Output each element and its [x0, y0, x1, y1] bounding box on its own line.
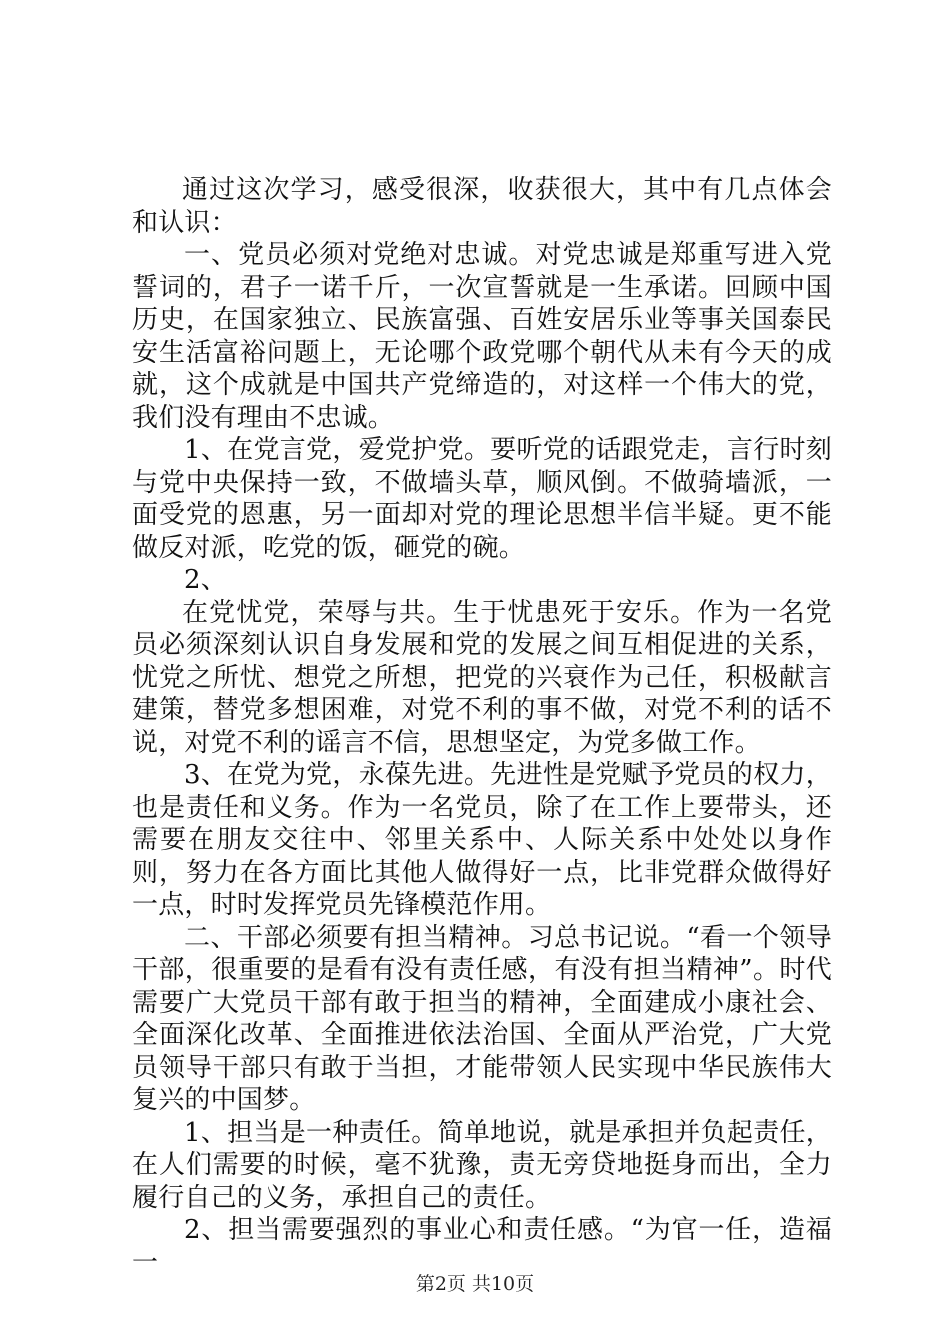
- paragraph-item-2-2: 2、担当需要强烈的事业心和责任感。“为官一任，造福一: [132, 1215, 832, 1278]
- paragraph-item-2-1: 1、担当是一种责任。简单地说，就是承担并负起责任，在人们需要的时候，毫不犹豫，责无旁贷地挺身而出，全力履行自己的义务，承担自己的责任。: [132, 1117, 832, 1213]
- page-footer: 第2页 共10页: [415, 1273, 535, 1295]
- paragraph-intro: 通过这次学习，感受很深，收获很大，其中有几点体会和认识：: [132, 175, 832, 238]
- paragraph-item-1-3: 3、在党为党，永葆先进。先进性是党赋予党员的权力，也是责任和义务。作为一名党员，除了在工作上要带头，还需要在朋友交往中、邻里关系中、人际关系中处处以身作则，努力在各方面比其他人做得好一点，比非党群众做得好一点，时时发挥党员先锋模范作用。: [132, 760, 832, 920]
- document-body: [132, 174, 832, 1279]
- paragraph-section-1: 一、党员必须对党绝对忠诚。对党忠诚是郑重写进入党誓词的，君子一诺千斤，一次宣誓就是一生承诺。回顾中国历史，在国家独立、民族富强、百姓安居乐业等事关国泰民安生活富裕问题上，无论哪个政党哪个朝代从未有今天的成就，这个成就是中国共产党缔造的，对这样一个伟大的党，我们没有理由不忠诚。: [132, 240, 832, 433]
- paragraph-section-2: 二、干部必须要有担当精神。习总书记说。“看一个领导干部，很重要的是看有没有责任感，有没有担当精神”。时代需要广大党员干部有敢于担当的精神，全面建成小康社会、全面深化改革、全面推进依法治国、全面从严治党，广大党员领导干部只有敢于当担，才能带领人民实现中华民族伟大复兴的中国梦。: [132, 922, 832, 1115]
- paragraph-item-1-1: 1、在党言党，爱党护党。要听党的话跟党走，言行时刻与党中央保持一致，不做墙头草，顺风倒。不做骑墙派，一面受党的恩惠，另一面却对党的理论思想半信半疑。更不能做反对派，吃党的饭，砸党的碗。: [132, 435, 832, 563]
- paragraph-item-1-2: 在党忧党，荣辱与共。生于忧患死于安乐。作为一名党员必须深刻认识自身发展和党的发展之间互相促进的关系，忧党之所忧、想党之所想，把党的兴衰作为己任，积极献言建策，替党多想困难，对党不利的事不做，对党不利的话不说，对党不利的谣言不信，思想坚定，为党多做工作。: [132, 597, 832, 758]
- paragraph-item-1-2-number: 2、: [184, 565, 227, 595]
